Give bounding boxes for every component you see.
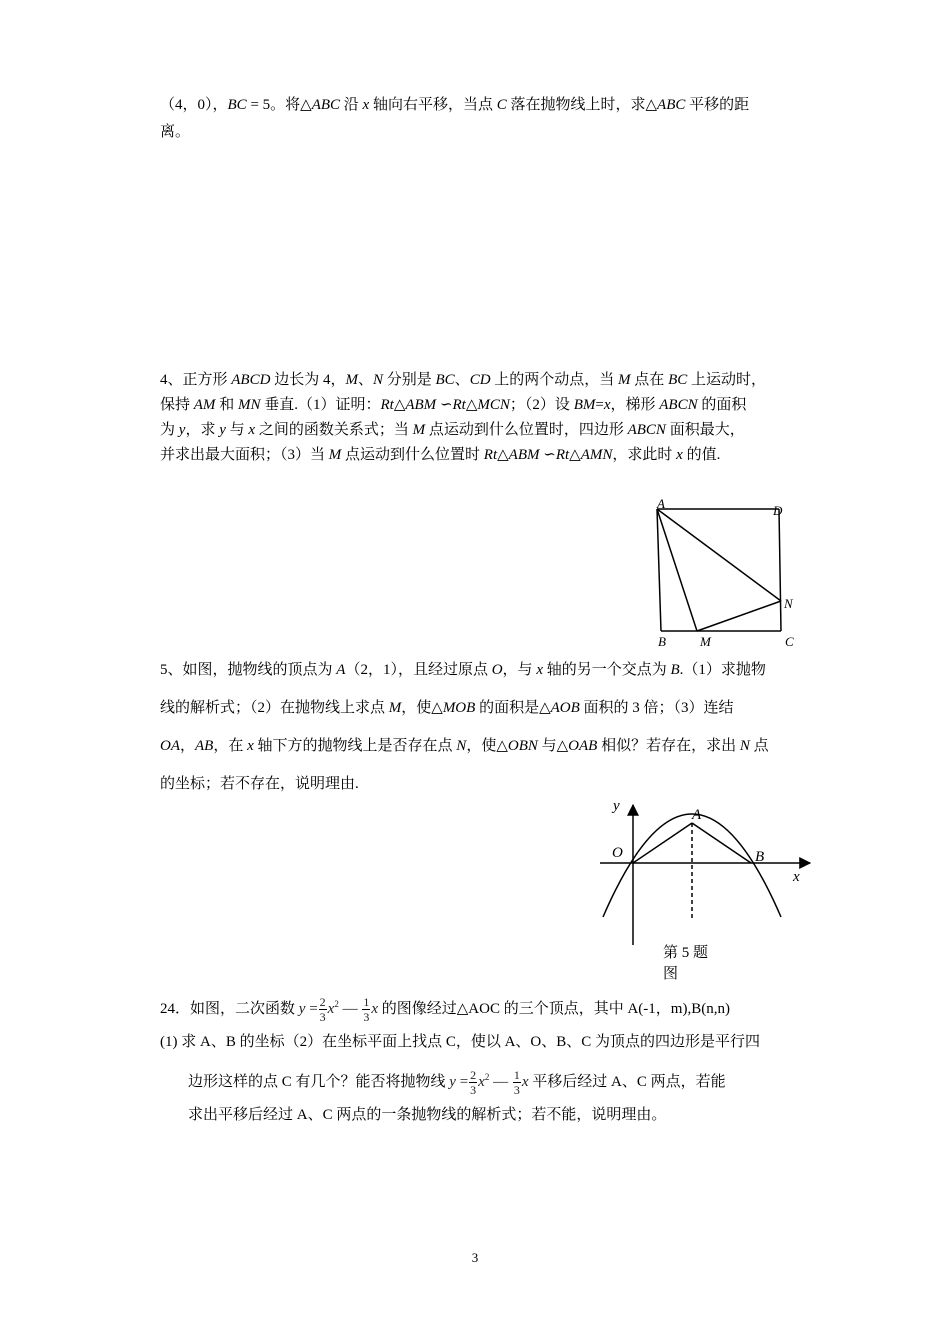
label-x: x	[793, 869, 800, 885]
label-c: C	[785, 634, 794, 649]
segment-an	[657, 509, 781, 601]
q5-line-2: 线的解析式；（2）在抛物线上求点 M，使△MOB 的面积是△AOB 面积的 3 倍；（3）连结	[160, 700, 734, 716]
label-n: N	[784, 596, 793, 611]
label-a: A	[692, 807, 702, 823]
page-number: 3	[471, 1250, 479, 1265]
segment-mn	[697, 601, 781, 631]
equation-repeat: y = $\frac{2}{3}$ $x^2$ — $\frac{1}{3}$ x	[449, 1068, 529, 1098]
label-m: M	[700, 634, 711, 649]
figure-caption-line-2: 图	[663, 966, 679, 982]
segment-ab	[692, 823, 751, 863]
q4-line-4: 并求出最大面积；（3）当 M 点运动到什么位置时 Rt△ABM ∽Rt△AMN，求此时 x 的值.	[160, 447, 721, 463]
parabola-figure	[595, 795, 825, 955]
side-dc	[779, 509, 781, 631]
q24-line-2: (1) 求 A、B 的坐标（2）在坐标平面上找点 C，使以 A、O、B、C 为顶点的四边形是平行四	[160, 1034, 761, 1050]
q24-line-4: 求出平移后经过 A、C 两点的一条抛物线的解析式；若不能，说明理由。	[188, 1107, 667, 1123]
q4-line-3: 为 y，求 y 与 x 之间的函数关系式；当 M 点运动到什么位置时，四边形 ABCN 面积最大，	[160, 422, 745, 438]
q4-line-1: 4、正方形 ABCD 边长为 4，M、N 分别是 BC、CD 上的两个动点，当 M 点在 BC 上运动时，	[160, 372, 766, 388]
q5-line-1: 5、如图，抛物线的顶点为 A（2，1），且经过原点 O，与 x 轴的另一个交点为 B.（1）求抛物	[160, 662, 766, 678]
label-y: y	[613, 798, 620, 814]
label-b: B	[755, 849, 765, 865]
q24-line-1: 24．如图，二次函数 y = $\frac{2}{3}$ $x^2$ — $\frac{1}{3}$ x 的图像经过△AOC 的三个顶点，其中 A(-1，m),B(n,n)	[160, 995, 730, 1025]
q4-line-2: 保持 AM 和 MN 垂直.（1）证明：Rt△ABM ∽Rt△MCN；（2）设 BM=x，梯形 ABCN 的面积	[160, 397, 747, 413]
label-d: D	[773, 503, 783, 518]
label-b: B	[658, 634, 666, 649]
side-ab	[657, 509, 661, 631]
q5-line-4: 的坐标；若不存在，说明理由.	[160, 776, 359, 792]
q5-line-3: OA，AB，在 x 轴下方的抛物线上是否存在点 N，使△OBN 与△OAB 相似？若存在，求出 N 点	[160, 738, 769, 754]
segment-am	[657, 509, 697, 631]
figure-caption-line-1: 第 5 题	[663, 945, 709, 961]
square-figure	[640, 495, 810, 655]
label-o: O	[612, 845, 623, 861]
label-a: A	[657, 496, 665, 511]
q3-line-2: 离。	[160, 124, 191, 140]
equation: y = $\frac{2}{3}$ $x^2$ — $\frac{1}{3}$ x	[298, 995, 378, 1025]
q3-line-1: （4，0），BC = 5。将△ABC 沿 x 轴向右平移，当点 C 落在抛物线上时，求△ABC 平移的距	[160, 97, 750, 113]
segment-oa	[633, 823, 692, 863]
q24-line-3: 边形这样的点 C 有几个？能否将抛物线 y = $\frac{2}{3}$ $x^2$ — $\frac{1}{3}$ x 平移后经过 A、C 两点，若能	[188, 1068, 726, 1098]
